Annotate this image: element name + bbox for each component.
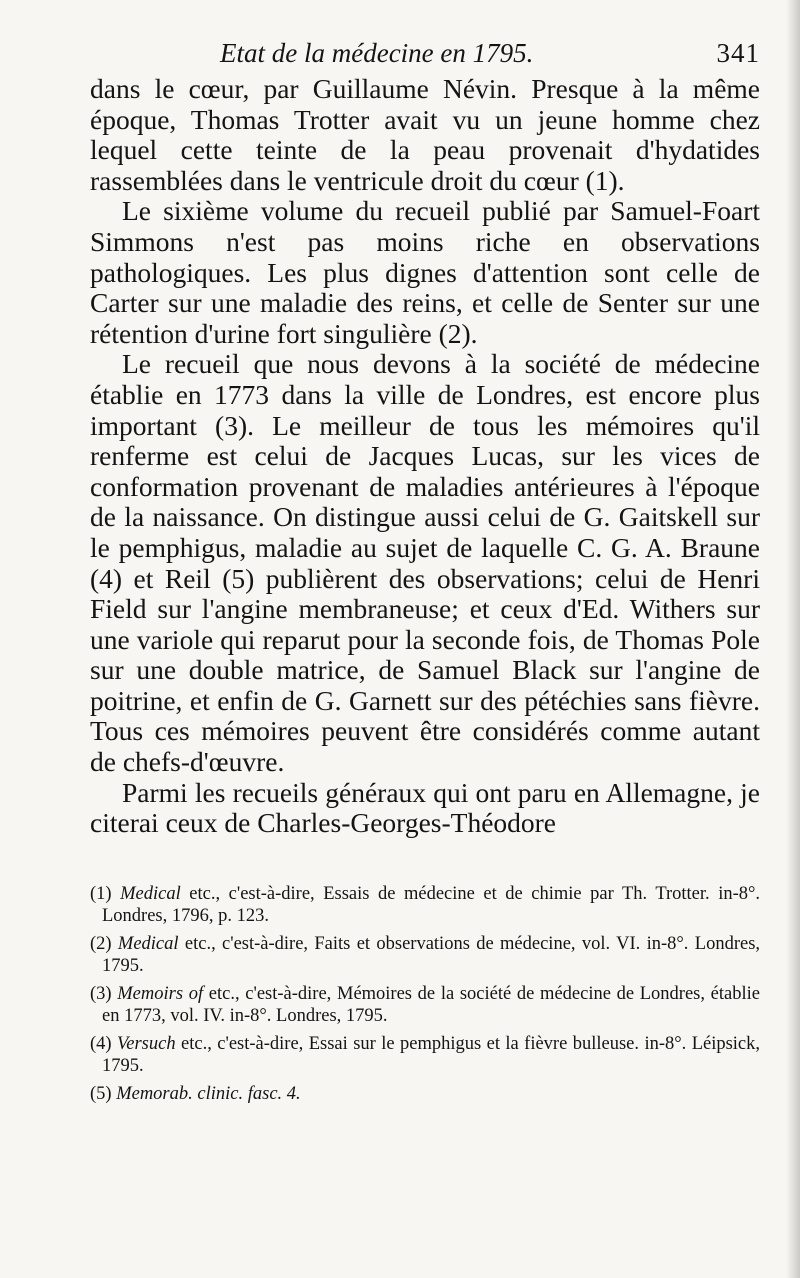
footnote: [90, 983, 760, 1028]
footnote-text: etc., c'est-à-dire, Faits et observations de médecine, vol. VI. in-8°. Londres, 1795.: [102, 933, 761, 977]
footnote: [90, 1083, 760, 1106]
footnote-title: Medical: [120, 883, 181, 904]
paragraph: Le sixième volume du recueil publié par Samuel-Foart Simmons n'est pas moins riche en observations pathologiques. Les plus dignes d'attention sont celle de Carter sur une maladie des reins, et celle de Senter sur une rétention d'urine fort singulière (2).: [90, 195, 760, 349]
footnotes: [90, 883, 760, 1106]
footnote-number: (4): [90, 1033, 112, 1054]
footnote: [90, 933, 760, 978]
footnote-title: Medical: [117, 933, 179, 954]
body-text: [90, 74, 760, 839]
footnote-title: Memorab. clinic. fasc. 4.: [116, 1083, 301, 1104]
footnote-number: (3): [90, 983, 112, 1004]
footnote-text: etc., c'est-à-dire, Essai sur le pemphigus et la fièvre bulleuse. in-8°. Léipsick, 1795.: [102, 1033, 761, 1077]
footnote-number: (1): [90, 883, 112, 904]
page-header: [220, 36, 760, 70]
footnote: [90, 1033, 760, 1078]
paragraph: Le recueil que nous devons à la société de médecine établie en 1773 dans la ville de Londres, est encore plus important (3). Le meilleur de tous les mémoires qu'il renferme est celui de Jacques Lucas, sur les vices de conformation provenant de maladies antérieures à l'époque de la naissance. On distingue aussi celui de G. Gaitskell sur le pemphigus, maladie au sujet de laquelle C. G. A. Braune (4) et Reil (5) publièrent des observations; celui de Henri Field sur l'angine membraneuse; et ceux d'Ed. Withers sur une variole qui reparut pour la seconde fois, de Thomas Pole sur une double matrice, de Samuel Black sur l'angine de poitrine, et enfin de G. Garnett sur des pétéchies sans fièvre. Tous ces mémoires peuvent être considérés comme autant de chefs-d'œuvre.: [90, 348, 760, 778]
paragraph: Parmi les recueils généraux qui ont paru en Allemagne, je citerai ceux de Charles-Georges-Théodore: [90, 776, 760, 839]
footnote-number: (2): [90, 933, 112, 954]
footnote-text: etc., c'est-à-dire, Mémoires de la société de médecine de Londres, établie en 1773, vol. IV. in-8°. Londres, 1795.: [102, 983, 760, 1027]
footnote-number: (5): [90, 1083, 112, 1104]
footnote-title: Versuch: [117, 1033, 176, 1054]
footnote-title: Memoirs of: [117, 983, 204, 1004]
page-edge-shadow: [786, 0, 800, 1278]
running-title: Etat de la médecine en 1795.: [220, 38, 534, 68]
footnote-text: etc., c'est-à-dire, Essais de médecine et de chimie par Th. Trotter. in-8°. Londres, 1796, p. 123.: [102, 883, 761, 927]
footnote: [90, 883, 760, 928]
page-number: 341: [716, 38, 760, 68]
paragraph: dans le cœur, par Guillaume Névin. Presque à la même époque, Thomas Trotter avait vu un jeune homme chez lequel cette teinte de la peau provenait d'hydatides rassemblées dans le ventricule droit du cœur (1).: [90, 73, 760, 196]
